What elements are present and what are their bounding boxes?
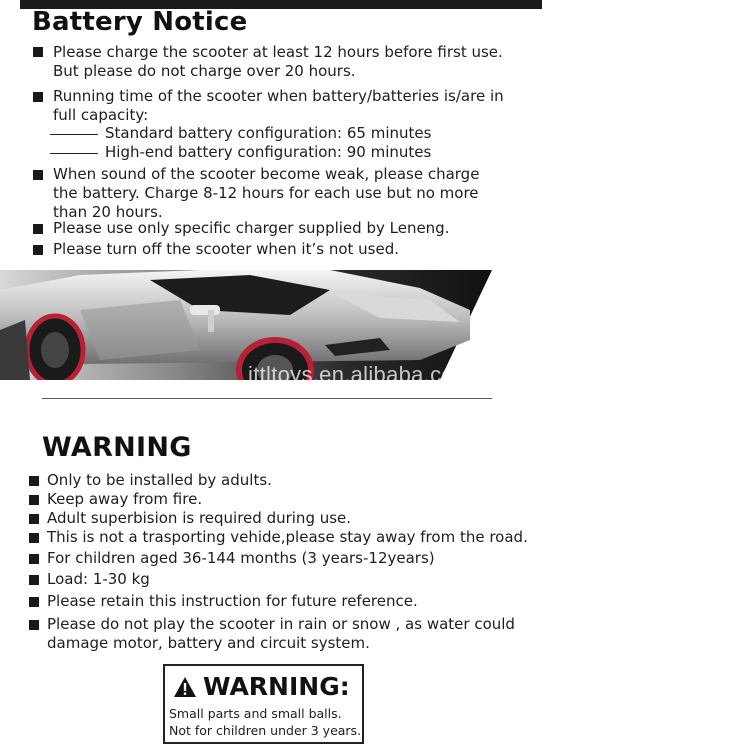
warning-item-7: Please retain this instruction for future reference. xyxy=(47,592,418,610)
bullet-icon xyxy=(29,620,39,630)
warning-item-3: Adult superbision is required during use. xyxy=(47,509,352,527)
warning-label-line-1: Small parts and small balls. xyxy=(169,706,342,721)
warning-title: WARNING xyxy=(42,432,192,463)
battery-notice-title: Battery Notice xyxy=(32,7,248,37)
bullet-icon xyxy=(33,170,43,180)
battery-item-5: Please turn off the scooter when it’s not used. xyxy=(53,240,399,258)
battery-item-2-line-1: Running time of the scooter when battery/batteries is/are in xyxy=(53,87,504,105)
bullet-icon xyxy=(29,476,39,486)
battery-item-3-line-1: When sound of the scooter become weak, please charge xyxy=(53,165,480,183)
warning-item-8-line-1: Please do not play the scooter in rain or snow , as water could xyxy=(47,615,515,633)
divider xyxy=(42,398,492,399)
bullet-icon xyxy=(29,533,39,543)
bullet-icon xyxy=(33,245,43,255)
warning-label-box xyxy=(163,664,364,744)
warning-label-line-2: Not for children under 3 years. xyxy=(169,723,362,738)
warning-item-6: Load: 1-30 kg xyxy=(47,570,150,588)
warning-item-5: For children aged 36-144 months (3 years-12years) xyxy=(47,549,435,567)
dash-line xyxy=(50,134,98,135)
bullet-icon xyxy=(29,597,39,607)
warning-item-1: Only to be installed by adults. xyxy=(47,471,272,489)
warning-label-heading: WARNING: xyxy=(203,672,350,701)
battery-item-3-line-2: the battery. Charge 8-12 hours for each use but no more xyxy=(53,184,479,202)
warning-item-8-line-2: damage motor, battery and circuit system. xyxy=(47,634,370,652)
bullet-icon xyxy=(33,92,43,102)
battery-item-3-line-3: than 20 hours. xyxy=(53,203,163,221)
bullet-icon xyxy=(33,47,43,57)
bullet-icon xyxy=(29,514,39,524)
bullet-icon xyxy=(29,575,39,585)
bullet-icon xyxy=(29,495,39,505)
battery-highend-config: High-end battery configuration: 90 minutes xyxy=(105,143,432,161)
bullet-icon xyxy=(29,554,39,564)
bullet-icon xyxy=(33,224,43,234)
battery-item-1-line-1: Please charge the scooter at least 12 hours before first use. xyxy=(53,43,503,61)
warning-item-2: Keep away from fire. xyxy=(47,490,203,508)
battery-item-2-line-2: full capacity: xyxy=(53,106,149,124)
battery-standard-config: Standard battery configuration: 65 minutes xyxy=(105,124,432,142)
battery-item-1-line-2: But please do not charge over 20 hours. xyxy=(53,62,356,80)
watermark-text: ittltoys.en.alibaba.com xyxy=(248,362,473,387)
dash-line xyxy=(50,153,98,154)
warning-triangle-icon xyxy=(173,676,197,698)
warning-item-4: This is not a trasporting vehide,please stay away from the road. xyxy=(47,528,528,546)
battery-item-4: Please use only specific charger supplied by Leneng. xyxy=(53,219,450,237)
